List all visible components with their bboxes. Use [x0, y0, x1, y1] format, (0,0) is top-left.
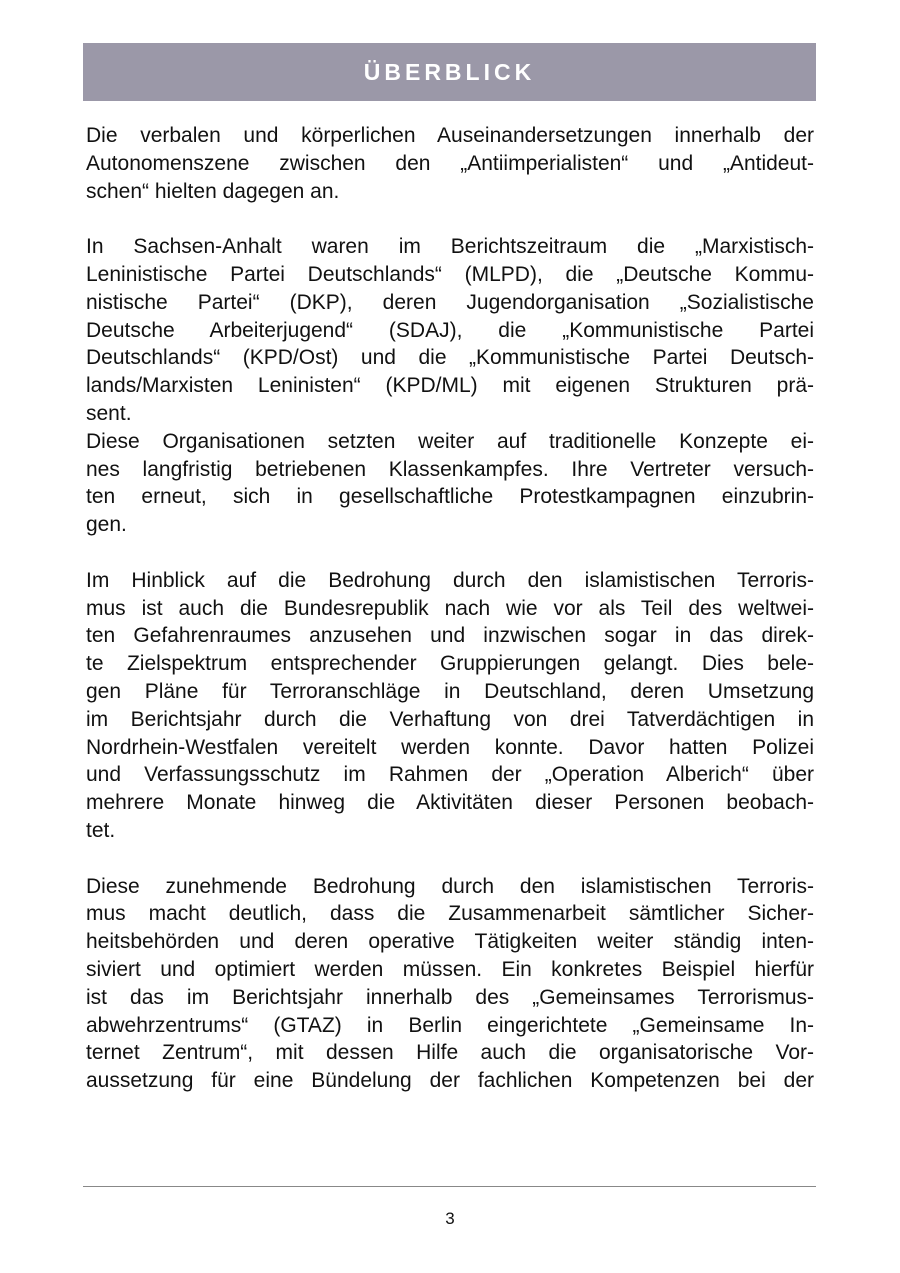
text-line: Im Hinblick auf die Bedrohung durch den islamistischen Terroris-	[86, 568, 814, 592]
text-line: Diese Organisationen setzten weiter auf traditionelle Konzepte ei-	[86, 429, 814, 453]
text-line: tet.	[86, 818, 116, 842]
text-line: und Verfassungsschutz im Rahmen der „Operation Alberich“ über	[86, 763, 814, 787]
text-line: ternet Zentrum“, mit dessen Hilfe auch die organisatorische Vor-	[86, 1041, 814, 1065]
text-line: ten Gefahrenraumes anzusehen und inzwischen sogar in das direk-	[86, 624, 814, 648]
paragraph-spacer	[86, 205, 814, 233]
paragraph-spacer	[86, 539, 814, 567]
paragraph	[86, 873, 814, 1095]
text-line: abwehrzentrums“ (GTAZ) in Berlin eingerichtete „Gemeinsame In-	[86, 1013, 814, 1037]
paragraph	[86, 233, 814, 428]
text-line: gen.	[86, 513, 127, 537]
text-line: ten erneut, sich in gesellschaftliche Protestkampagnen einzubrin-	[86, 485, 814, 509]
section-title: ÜBERBLICK	[363, 58, 536, 85]
text-line: te Zielspektrum entsprechender Gruppierungen gelangt. Dies bele-	[86, 652, 814, 676]
text-line: mus macht deutlich, dass die Zusammenarbeit sämtlicher Sicher-	[86, 902, 814, 926]
text-line: heitsbehörden und deren operative Tätigkeiten weiter ständig inten-	[86, 930, 814, 954]
document-body	[86, 122, 814, 1095]
text-line: Deutschlands“ (KPD/Ost) und die „Kommunistische Partei Deutsch-	[86, 346, 814, 370]
paragraph	[86, 428, 814, 539]
paragraph	[86, 122, 814, 205]
text-line: ist das im Berichtsjahr innerhalb des „Gemeinsames Terrorismus-	[86, 985, 814, 1009]
text-line: lands/Marxisten Leninisten“ (KPD/ML) mit eigenen Strukturen prä-	[86, 374, 814, 398]
text-line: Diese zunehmende Bedrohung durch den islamistischen Terroris-	[86, 874, 814, 898]
text-line: Nordrhein-Westfalen vereitelt werden konnte. Davor hatten Polizei	[86, 735, 814, 759]
text-line: Die verbalen und körperlichen Auseinandersetzungen innerhalb der	[86, 124, 814, 147]
text-line: sent.	[86, 401, 132, 425]
text-line: Leninistische Partei Deutschlands“ (MLPD), die „Deutsche Kommu-	[86, 262, 814, 286]
text-line: Autonomenszene zwischen den „Antiimperialisten“ und „Antideut-	[86, 151, 814, 175]
text-line: aussetzung für eine Bündelung der fachlichen Kompetenzen bei der	[86, 1069, 814, 1093]
text-line: Deutsche Arbeiterjugend“ (SDAJ), die „Kommunistische Partei	[86, 318, 814, 342]
section-header	[83, 43, 816, 101]
text-line: gen Pläne für Terroranschläge in Deutschland, deren Umsetzung	[86, 679, 814, 703]
footer-divider	[83, 1186, 816, 1187]
text-line: mehrere Monate hinweg die Aktivitäten dieser Personen beobach-	[86, 791, 814, 815]
text-line: mus ist auch die Bundesrepublik nach wie vor als Teil des weltwei-	[86, 596, 814, 620]
text-line: In Sachsen-Anhalt waren im Berichtszeitraum die „Marxistisch-	[86, 235, 814, 259]
page-number: 3	[445, 1209, 455, 1228]
text-line: siviert und optimiert werden müssen. Ein konkretes Beispiel hierfür	[86, 957, 814, 981]
text-line: nes langfristig betriebenen Klassenkampfes. Ihre Vertreter versuch-	[86, 457, 814, 481]
paragraph-spacer	[86, 845, 814, 873]
paragraph	[86, 567, 814, 845]
text-line: im Berichtsjahr durch die Verhaftung von drei Tatverdächtigen in	[86, 707, 814, 731]
text-line: schen“ hielten dagegen an.	[86, 179, 340, 203]
text-line: nistische Partei“ (DKP), deren Jugendorganisation „Sozialistische	[86, 290, 814, 314]
